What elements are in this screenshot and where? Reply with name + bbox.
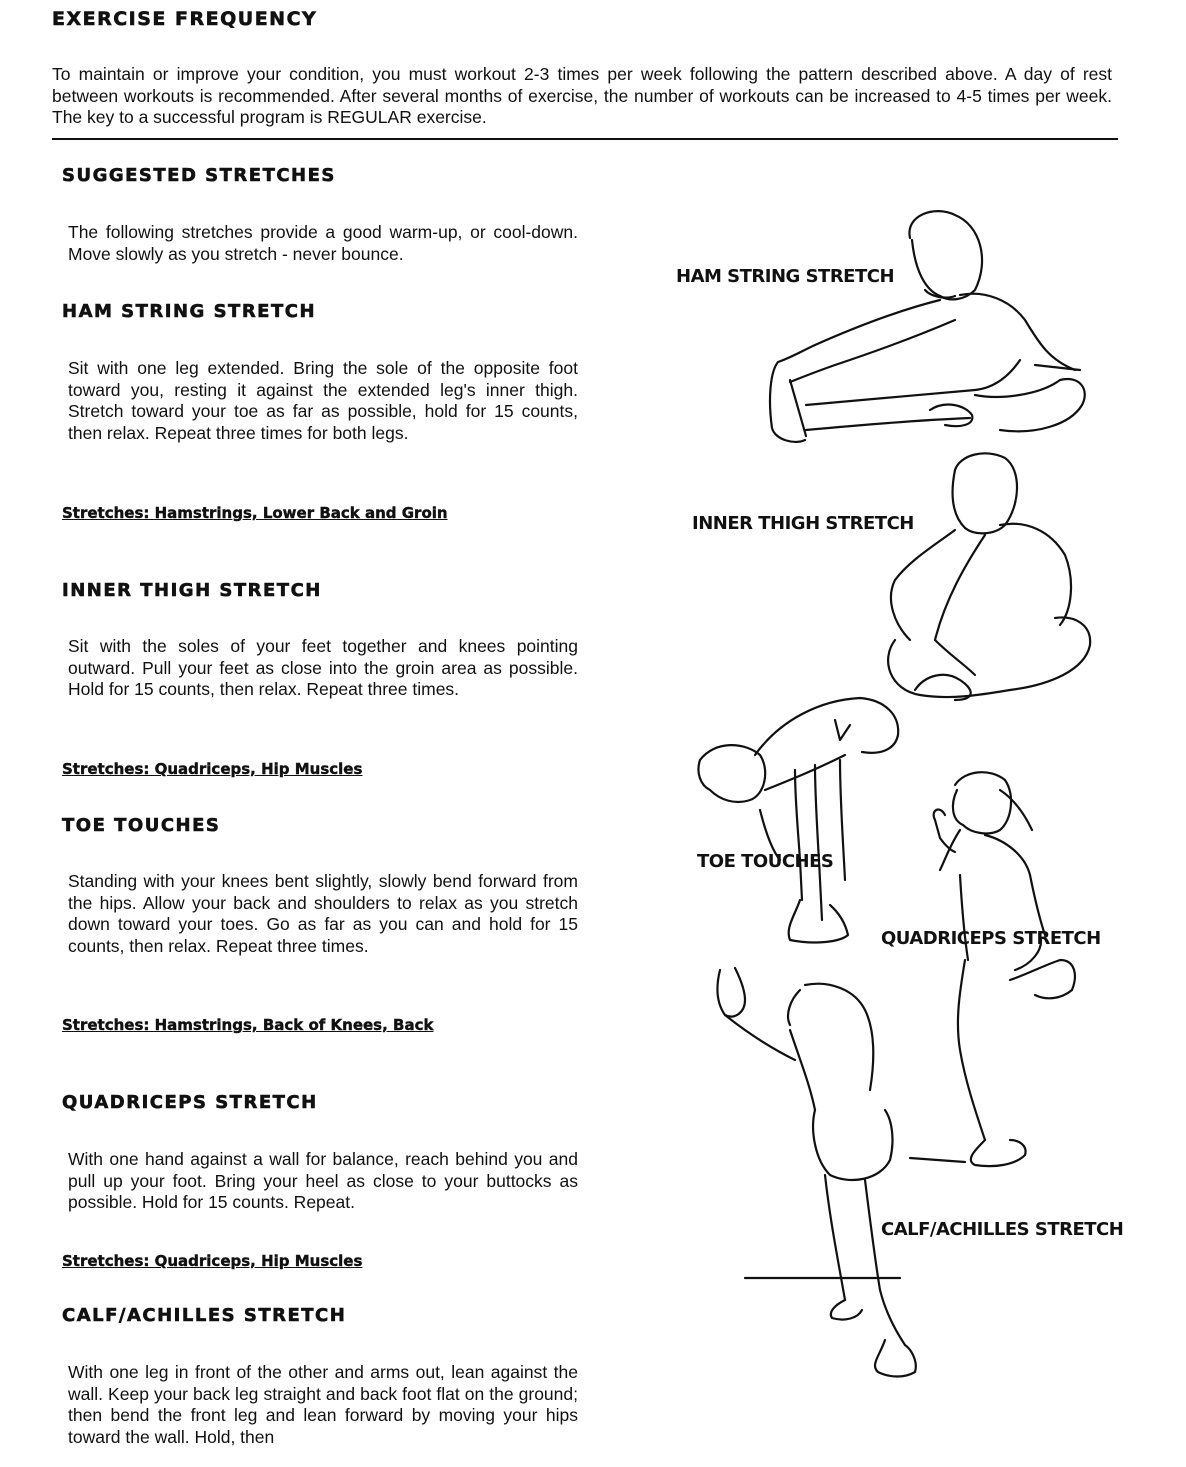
calf-achilles-heading: CALF/ACHILLES STRETCH <box>62 1305 347 1326</box>
suggested-stretches-heading: SUGGESTED STRETCHES <box>62 165 336 186</box>
toe-touches-text: Standing with your knees bent slightly, slowly bend forward from the hips. Allow your back and shoulders to relax as you stretch down toward your toes. Go as far as you can and hold for 15 counts, then relax. Repeat three times. <box>68 871 578 956</box>
quadriceps-stretch-illustration <box>910 772 1075 1166</box>
toe-touches-illustration <box>698 698 898 942</box>
inner-thigh-targets: Stretches: Quadriceps, Hip Muscles <box>62 760 363 778</box>
figure-label-calf-achilles: CALF/ACHILLES STRETCH <box>881 1219 1124 1240</box>
inner-thigh-stretch-illustration <box>888 453 1090 700</box>
hamstring-stretch-illustration <box>770 211 1085 442</box>
figure-label-hamstring: HAM STRING STRETCH <box>676 266 895 287</box>
exercise-frequency-heading: EXERCISE FREQUENCY <box>52 8 318 30</box>
quadriceps-targets: Stretches: Quadriceps, Hip Muscles <box>62 1252 363 1270</box>
quadriceps-heading: QUADRICEPS STRETCH <box>62 1092 318 1113</box>
figure-label-inner-thigh: INNER THIGH STRETCH <box>692 513 914 534</box>
toe-touches-heading: TOE TOUCHES <box>62 815 221 836</box>
inner-thigh-heading: INNER THIGH STRETCH <box>62 580 322 601</box>
toe-touches-targets: Stretches: Hamstrings, Back of Knees, Back <box>62 1016 434 1034</box>
calf-achilles-text: With one leg in front of the other and arms out, lean against the wall. Keep your back leg straight and back foot flat on the ground; then bend the front leg and lean forward by moving your hips toward the wall. Hold, then <box>68 1362 578 1447</box>
figure-label-toe-touches: TOE TOUCHES <box>697 851 834 872</box>
hamstring-heading: HAM STRING STRETCH <box>62 301 317 322</box>
hamstring-targets: Stretches: Hamstrings, Lower Back and Groin <box>62 504 448 522</box>
inner-thigh-text: Sit with the soles of your feet together and knees pointing outward. Pull your feet as close into the groin area as possible. Hold for 15 counts, then relax. Repeat three times. <box>68 636 578 699</box>
suggested-stretches-text: The following stretches provide a good warm-up, or cool-down. Move slowly as you stretch - never bounce. <box>68 222 578 264</box>
quadriceps-text: With one hand against a wall for balance, reach behind you and pull up your foot. Bring your heel as close to your buttocks as possible. Hold for 15 counts. Repeat. <box>68 1149 578 1212</box>
figure-label-quadriceps: QUADRICEPS STRETCH <box>881 928 1101 949</box>
hamstring-text: Sit with one leg extended. Bring the sole of the opposite foot toward you, resting it against the extended leg's inner thigh. Stretch toward your toe as far as possible, hold for 15 counts, then relax. Repeat three times for both legs. <box>68 358 578 443</box>
calf-achilles-stretch-illustration <box>718 968 916 1377</box>
exercise-frequency-text: To maintain or improve your condition, you must workout 2-3 times per week following the pattern described above. A day of rest between workouts is recommended. After several months of exercise, the number of workouts can be increased to 4-5 times per week. The key to a successful program is REGULAR exercise. <box>52 64 1112 127</box>
